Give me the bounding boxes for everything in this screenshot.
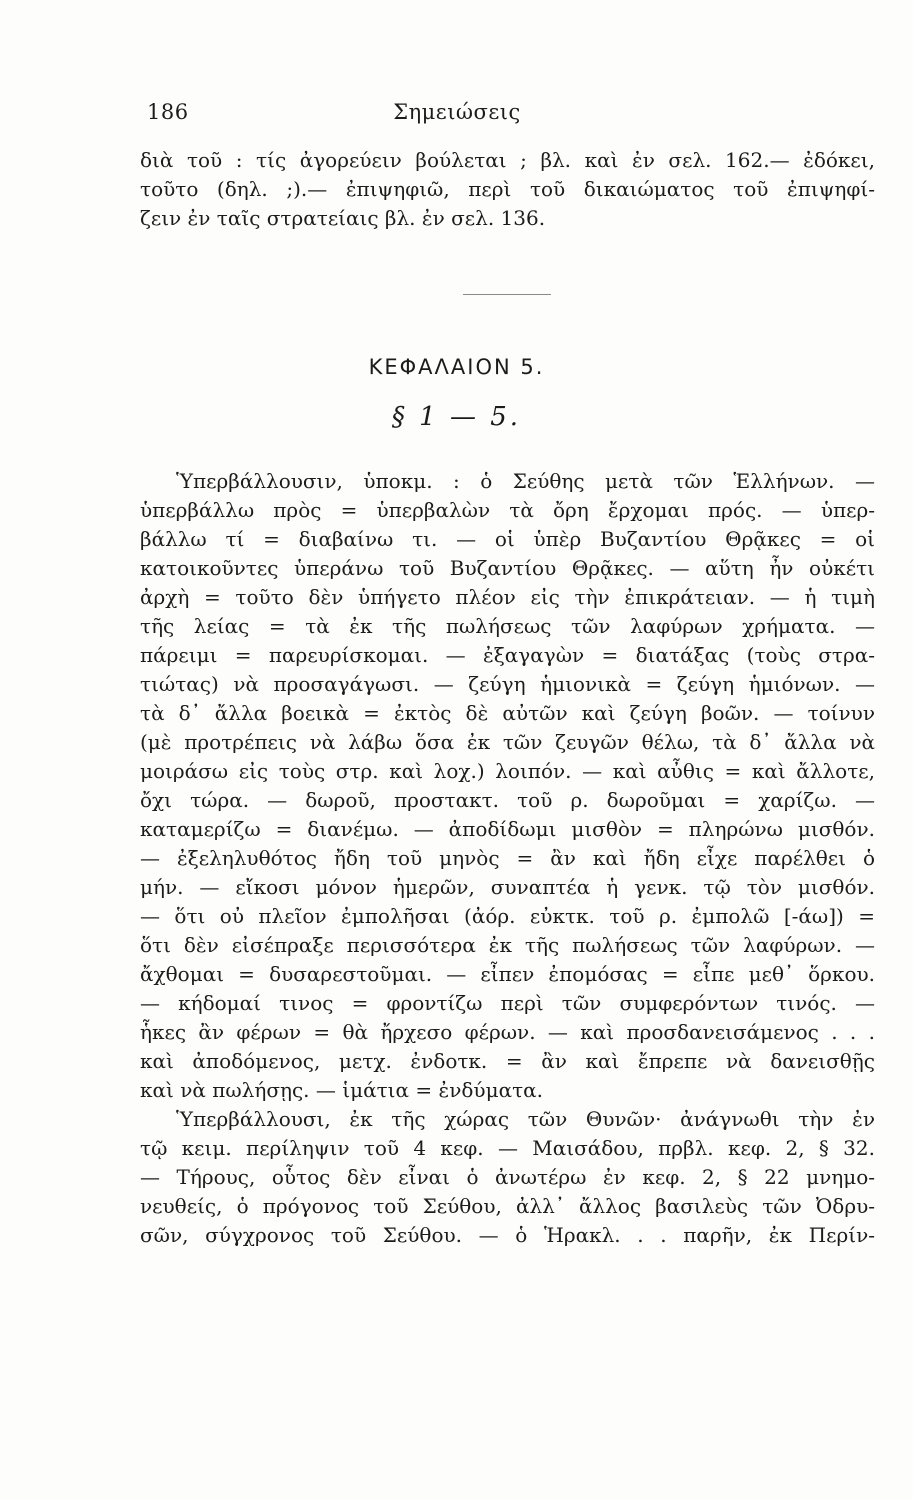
text-line: τοῦτο (δηλ. ;).— ἐπιψηφιῶ, περὶ τοῦ δικαιώματος τοῦ ἐπιψηφί- <box>140 177 875 201</box>
text-line: καὶ νὰ πωλήσῃς. — ἱμάτια = ἐνδύματα. <box>140 1078 543 1102</box>
text-line: μοιράσω εἰς τοὺς στρ. καὶ λοχ.) λοιπόν. — καὶ αὖθις = καὶ ἄλλοτε, <box>140 759 875 783</box>
text-line: — ὅτι οὐ πλεῖον ἐμπολῆσαι (ἀόρ. εὐκτκ. τοῦ ρ. ἐμπολῶ [-άω]) = <box>140 904 875 928</box>
text-line: τῷ κειμ. περίληψιν τοῦ 4 κεφ. — Μαισάδου, πρβλ. κεφ. 2, § 32. <box>140 1136 875 1160</box>
text-line: Ὑπερβάλλουσιν, ὑποκμ. : ὁ Σεύθης μετὰ τῶν Ἑλλήνων. — <box>176 469 875 493</box>
text-line: ὑπερβάλλω πρὸς = ὑπερβαλὼν τὰ ὄρη ἔρχομαι πρός. — ὑπερ- <box>140 498 875 522</box>
text-line: (μὲ προτρέπεις νὰ λάβω ὅσα ἐκ τῶν ζευγῶν θέλω, τὰ δ᾽ ἄλλα νὰ <box>140 730 875 754</box>
running-head: Σημειώσεις <box>393 100 521 124</box>
text-line: ὄχι τώρα. — δωροῦ, προστακτ. τοῦ ρ. δωροῦμαι = χαρίζω. — <box>140 788 875 812</box>
text-line: — κήδομαί τινος = φροντίζω περὶ τῶν συμφερόντων τινός. — <box>140 991 875 1015</box>
text-line: ἧκες ἂν φέρων = θὰ ἤρχεσο φέρων. — καὶ προσδανεισάμενος . . . <box>140 1020 875 1044</box>
text-line: βάλλω τί = διαβαίνω τι. — οἱ ὑπὲρ Βυζαντίου Θρᾷκες = οἱ <box>140 527 875 551</box>
text-line: — ἐξεληλυθότος ἤδη τοῦ μηνὸς = ἂν καὶ ἤδη εἶχε παρέλθει ὁ <box>140 846 875 870</box>
chapter-title: ΚΕΦΑΛΑΙΟΝ 5. <box>368 355 545 379</box>
text-line: νευθείς, ὁ πρόγονος τοῦ Σεύθου, ἀλλ᾽ ἄλλος βασιλεὺς τῶν Ὀδρυ- <box>140 1194 875 1218</box>
page-header <box>147 100 767 134</box>
text-line: κατοικοῦντες ὑπεράνω τοῦ Βυζαντίου Θρᾷκες. — αὕτη ἦν οὐκέτι <box>140 556 875 580</box>
text-line: ζειν ἐν ταῖς στρατείαις βλ. ἐν σελ. 136. <box>140 206 546 230</box>
text-line: ἀρχὴ = τοῦτο δὲν ὑπήγετο πλέον εἰς τὴν ἐπικράτειαν. — ἡ τιμὴ <box>140 585 875 609</box>
text-line: — Τήρους, οὗτος δὲν εἶναι ὁ ἀνωτέρω ἐν κεφ. 2, § 22 μνημο- <box>140 1165 875 1189</box>
top-paragraph <box>140 146 875 233</box>
text-line: ἄχθομαι = δυσαρεστοῦμαι. — εἶπεν ἐπομόσας = εἶπε μεθ᾽ ὅρκου. <box>140 962 875 986</box>
section-heading: § 1 — 5. <box>391 402 522 432</box>
text-line: τὰ δ᾽ ἄλλα βοεικὰ = ἐκτὸς δὲ αὐτῶν καὶ ζεύγη βοῶν. — τοίνυν <box>140 701 875 725</box>
text-line: καταμερίζω = διανέμω. — ἀποδίδωμι μισθὸν = πληρώνω μισθόν. <box>140 817 875 841</box>
section-divider <box>463 294 551 295</box>
text-line: σῶν, σύγχρονος τοῦ Σεύθου. — ὁ Ἡρακλ. . . παρῆν, ἐκ Περίν- <box>140 1223 875 1247</box>
text-line: διὰ τοῦ : τίς ἀγορεύειν βούλεται ; βλ. καὶ ἐν σελ. 162.— ἐδόκει, <box>140 148 875 172</box>
text-line: ὅτι δὲν εἰσέπραξε περισσότερα ἐκ τῆς πωλήσεως τῶν λαφύρων. — <box>140 933 875 957</box>
text-line: τιώτας) νὰ προσαγάγωσι. — ζεύγη ἡμιονικὰ = ζεύγη ἡμιόνων. — <box>140 672 875 696</box>
text-line: καὶ ἀποδόμενος, μετχ. ἐνδοτκ. = ἂν καὶ ἔπρεπε νὰ δανεισθῇς <box>140 1049 875 1073</box>
main-text <box>140 467 875 1250</box>
text-line: τῆς λείας = τὰ ἐκ τῆς πωλήσεως τῶν λαφύρων χρήματα. — <box>140 614 875 638</box>
page-number: 186 <box>147 100 189 124</box>
text-line: Ὑπερβάλλουσι, ἐκ τῆς χώρας τῶν Θυνῶν· ἀνάγνωθι τὴν ἐν <box>176 1107 875 1131</box>
text-line: πάρειμι = παρευρίσκομαι. — ἐξαγαγὼν = διατάξας (τοὺς στρα- <box>140 643 875 667</box>
text-line: μήν. — εἴκοσι μόνον ἡμερῶν, συναπτέα ἡ γενκ. τῷ τὸν μισθόν. <box>140 875 875 899</box>
